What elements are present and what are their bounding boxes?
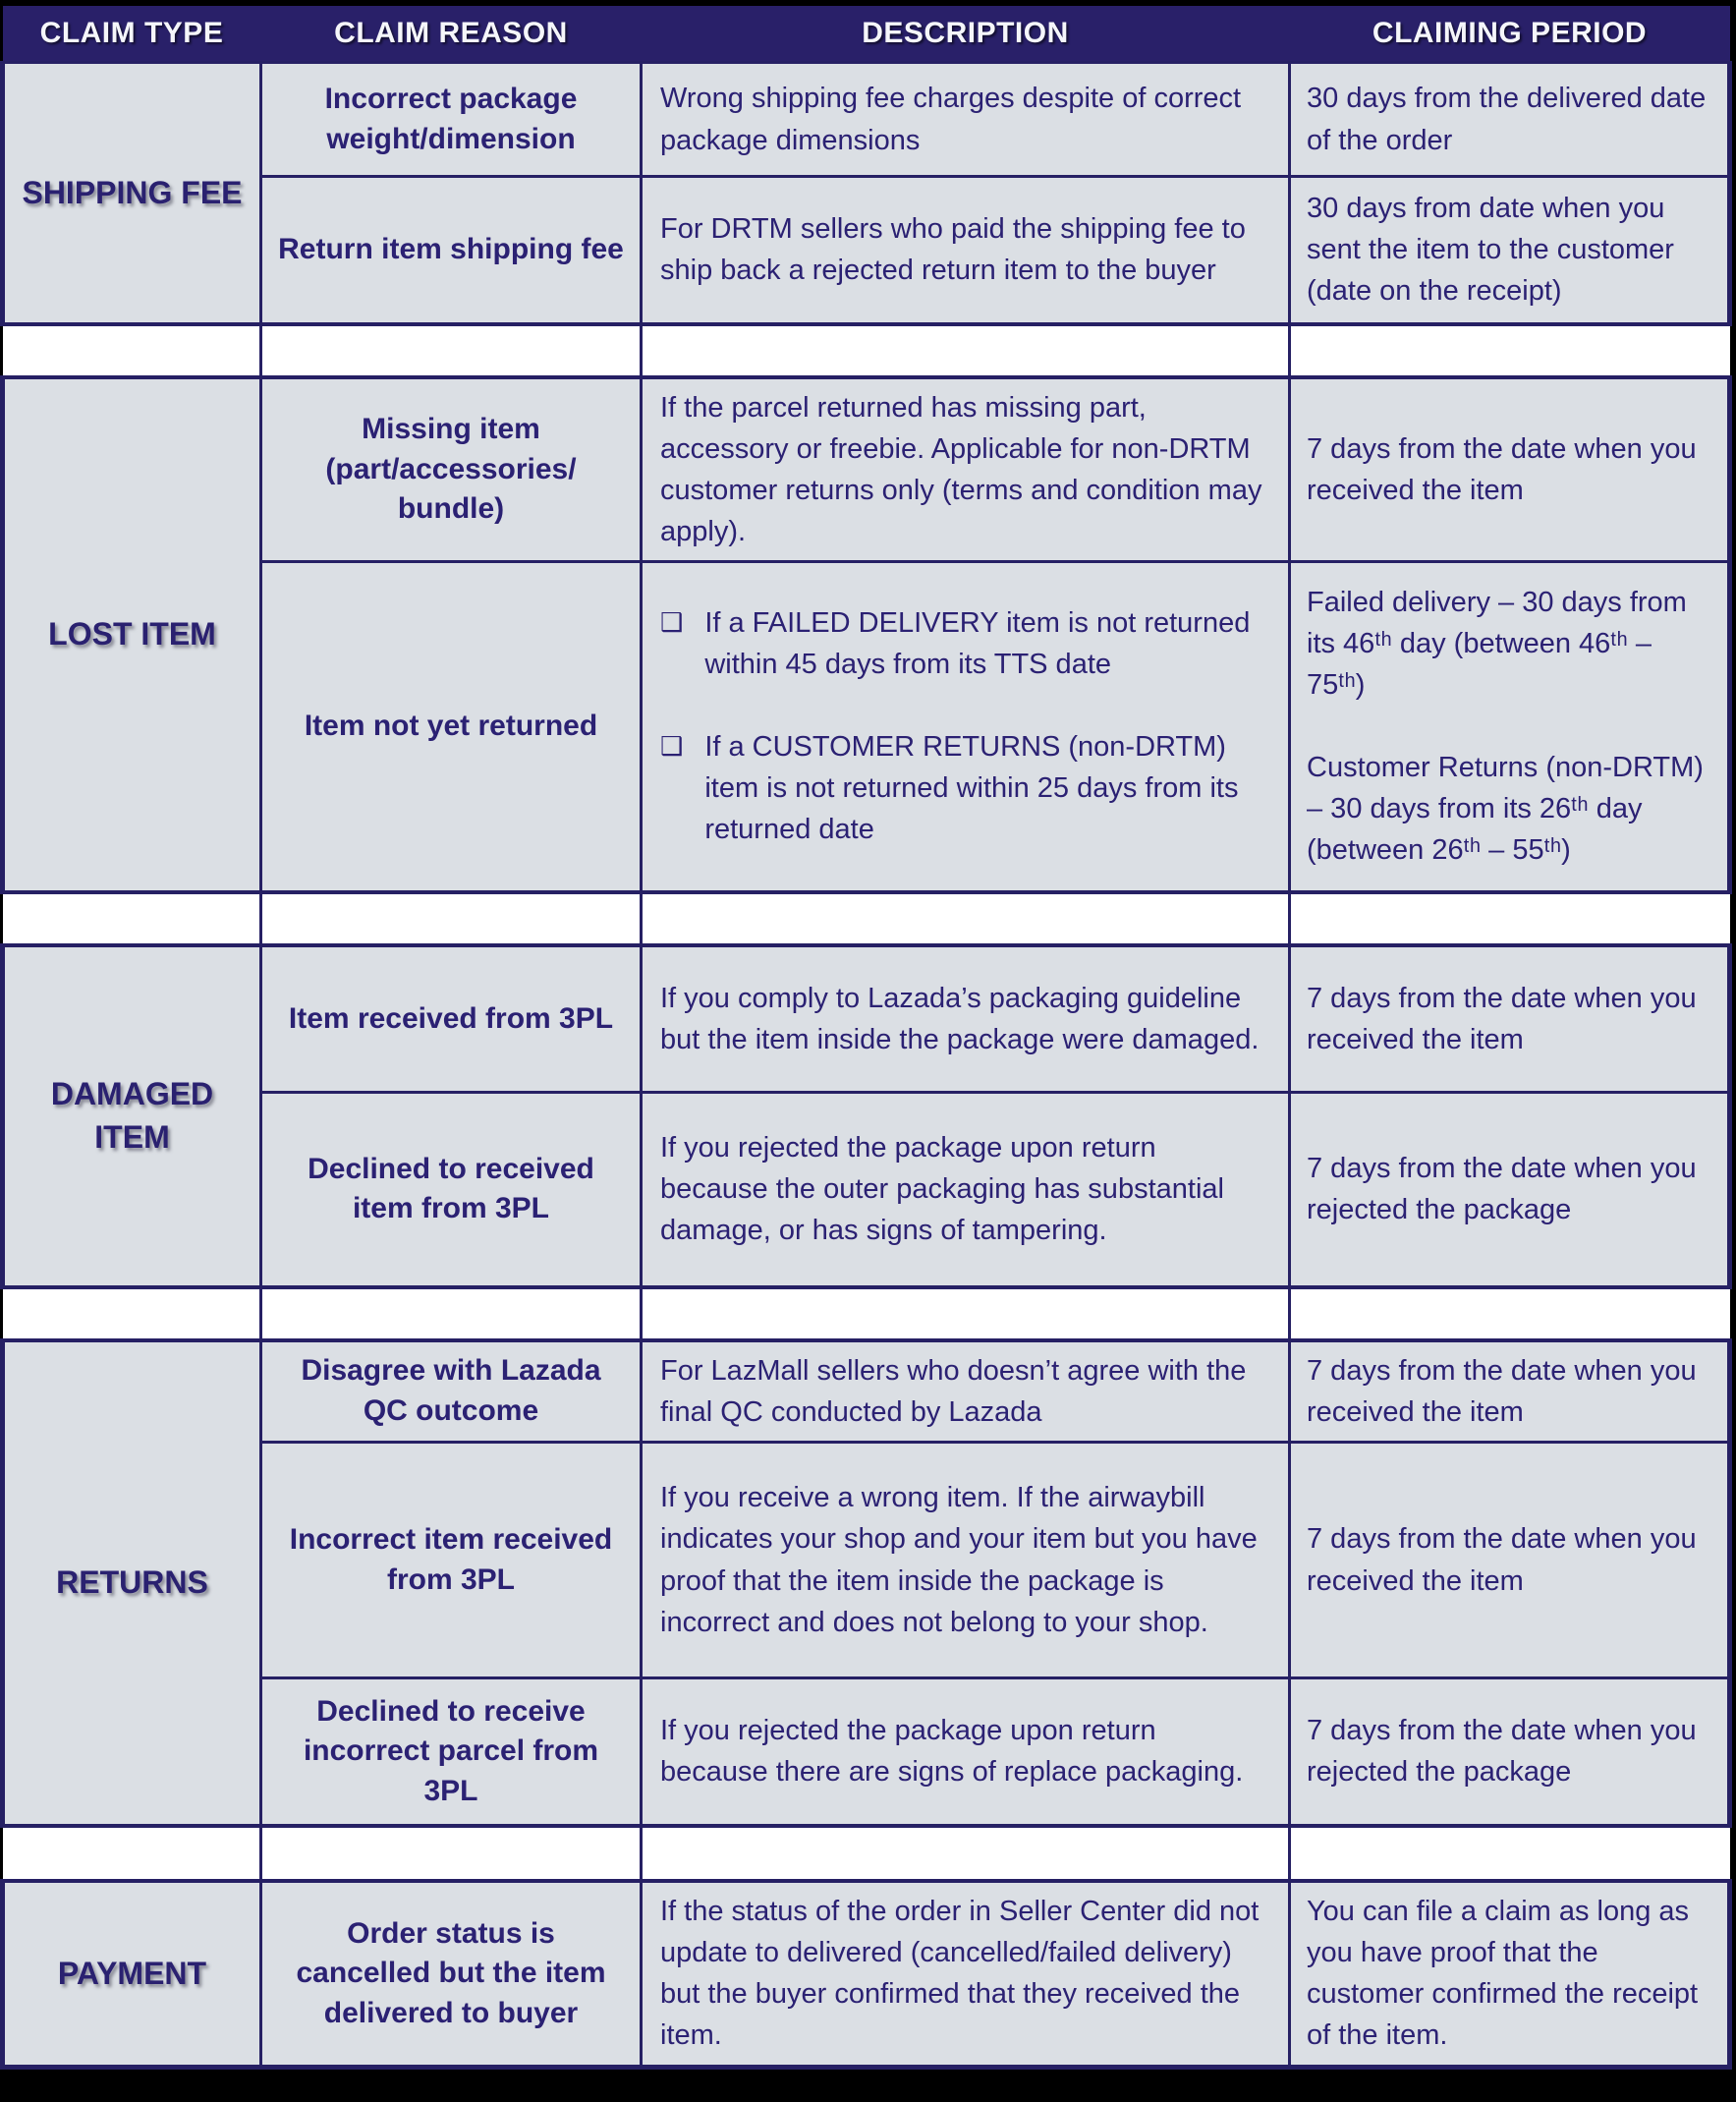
spacer-cell — [642, 1287, 1290, 1340]
spacer-cell — [261, 1826, 642, 1881]
section-spacer-row — [3, 324, 1730, 377]
column-header-claim-type: CLAIM TYPE — [3, 6, 261, 63]
claim-reason-cell: Incorrect item received from 3PL — [261, 1443, 642, 1678]
description-cell: For LazMall sellers who doesn’t agree with the final QC conducted by Lazada — [642, 1340, 1290, 1443]
spacer-cell — [3, 1826, 261, 1881]
spacer-cell — [1290, 1826, 1730, 1881]
spacer-cell — [261, 324, 642, 377]
column-header-claiming-period: CLAIMING PERIOD — [1290, 6, 1730, 63]
column-header-description: DESCRIPTION — [642, 6, 1290, 63]
claiming-period-cell: 7 days from the date when you rejected the package — [1290, 1678, 1730, 1826]
table-row — [3, 1093, 1730, 1287]
claiming-period-cell: 7 days from the date when you received the item — [1290, 945, 1730, 1093]
bullet-text: If a CUSTOMER RETURNS (non-DRTM) item is not returned within 25 days from its returned date — [704, 731, 1239, 846]
claiming-period-cell: 7 days from the date when you received the item — [1290, 1340, 1730, 1443]
claiming-period-cell: 7 days from the date when you rejected the package — [1290, 1093, 1730, 1287]
claiming-period-paragraph: Failed delivery – 30 days from its 46ᵗʰ day (between 46ᵗʰ – 75ᵗʰ) — [1307, 587, 1687, 702]
table-row — [3, 1340, 1730, 1443]
header-row — [3, 6, 1730, 63]
description-cell: Wrong shipping fee charges despite of correct package dimensions — [642, 63, 1290, 177]
section-label-lost-item: LOST ITEM — [3, 377, 261, 892]
spacer-cell — [261, 1287, 642, 1340]
description-cell: If you comply to Lazada’s packaging guideline but the item inside the package were damaged. — [642, 945, 1290, 1093]
claims-table — [0, 6, 1732, 2070]
spacer-cell — [642, 1826, 1290, 1881]
section-label-shipping-fee: SHIPPING FEE — [3, 63, 261, 324]
description-cell: If the status of the order in Seller Center did not update to delivered (cancelled/failed delivery) but the buyer confirmed that they received the item. — [642, 1881, 1290, 2068]
claim-reason-cell: Order status is cancelled but the item delivered to buyer — [261, 1881, 642, 2068]
spacer-cell — [261, 892, 642, 945]
claim-reason-cell: Item received from 3PL — [261, 945, 642, 1093]
description-cell — [642, 562, 1290, 892]
description-cell: If you rejected the package upon return because there are signs of replace packaging. — [642, 1678, 1290, 1826]
table-row — [3, 377, 1730, 562]
claim-reason-cell: Item not yet returned — [261, 562, 642, 892]
description-cell: For DRTM sellers who paid the shipping fee to ship back a rejected return item to the buyer — [642, 177, 1290, 324]
spacer-cell — [1290, 1287, 1730, 1340]
section-spacer-row — [3, 1287, 1730, 1340]
checkbox-bullet-icon: ❑ — [660, 731, 684, 762]
checkbox-bullet-icon: ❑ — [660, 607, 684, 638]
table-row — [3, 945, 1730, 1093]
description-cell: If the parcel returned has missing part, accessory or freebie. Applicable for non-DRTM customer returns only (terms and condition may apply). — [642, 377, 1290, 562]
section-label-returns: RETURNS — [3, 1340, 261, 1826]
table-row — [3, 562, 1730, 892]
bullet-item — [660, 726, 1270, 850]
claim-reason-cell: Return item shipping fee — [261, 177, 642, 324]
table-row — [3, 63, 1730, 177]
table-row — [3, 177, 1730, 324]
spacer-cell — [3, 324, 261, 377]
description-cell: If you rejected the package upon return because the outer packaging has substantial damage, or has signs of tampering. — [642, 1093, 1290, 1287]
section-label-payment: PAYMENT — [3, 1881, 261, 2068]
spacer-cell — [642, 892, 1290, 945]
claiming-period-cell: You can file a claim as long as you have proof that the customer confirmed the receipt of the item. — [1290, 1881, 1730, 2068]
spacer-cell — [1290, 324, 1730, 377]
bullet-item — [660, 602, 1270, 685]
claim-reason-cell: Incorrect package weight/dimension — [261, 63, 642, 177]
claim-reason-cell: Disagree with Lazada QC outcome — [261, 1340, 642, 1443]
spacer-cell — [642, 324, 1290, 377]
column-header-claim-reason: CLAIM REASON — [261, 6, 642, 63]
claiming-period-paragraph: Customer Returns (non-DRTM) – 30 days from its 26ᵗʰ day (between 26ᵗʰ – 55ᵗʰ) — [1307, 752, 1704, 867]
claiming-period-cell: 30 days from date when you sent the item to the customer (date on the receipt) — [1290, 177, 1730, 324]
bullet-text: If a FAILED DELIVERY item is not returned within 45 days from its TTS date — [704, 607, 1251, 681]
spacer-cell — [1290, 892, 1730, 945]
section-spacer-row — [3, 892, 1730, 945]
claim-reason-cell: Missing item (part/accessories/ bundle) — [261, 377, 642, 562]
claiming-period-cell: 7 days from the date when you received the item — [1290, 1443, 1730, 1678]
section-spacer-row — [3, 1826, 1730, 1881]
claim-reason-cell: Declined to receive incorrect parcel from 3PL — [261, 1678, 642, 1826]
section-label-damaged-item: DAMAGED ITEM — [3, 945, 261, 1287]
spacer-cell — [3, 892, 261, 945]
claiming-period-cell — [1290, 562, 1730, 892]
claim-reason-cell: Declined to received item from 3PL — [261, 1093, 642, 1287]
table-row — [3, 1678, 1730, 1826]
table-row — [3, 1881, 1730, 2068]
description-cell: If you receive a wrong item. If the airwaybill indicates your shop and your item but you have proof that the item inside the package is incorrect and does not belong to your shop. — [642, 1443, 1290, 1678]
claiming-period-cell: 7 days from the date when you received the item — [1290, 377, 1730, 562]
spacer-cell — [3, 1287, 261, 1340]
table-row — [3, 1443, 1730, 1678]
claiming-period-cell: 30 days from the delivered date of the order — [1290, 63, 1730, 177]
